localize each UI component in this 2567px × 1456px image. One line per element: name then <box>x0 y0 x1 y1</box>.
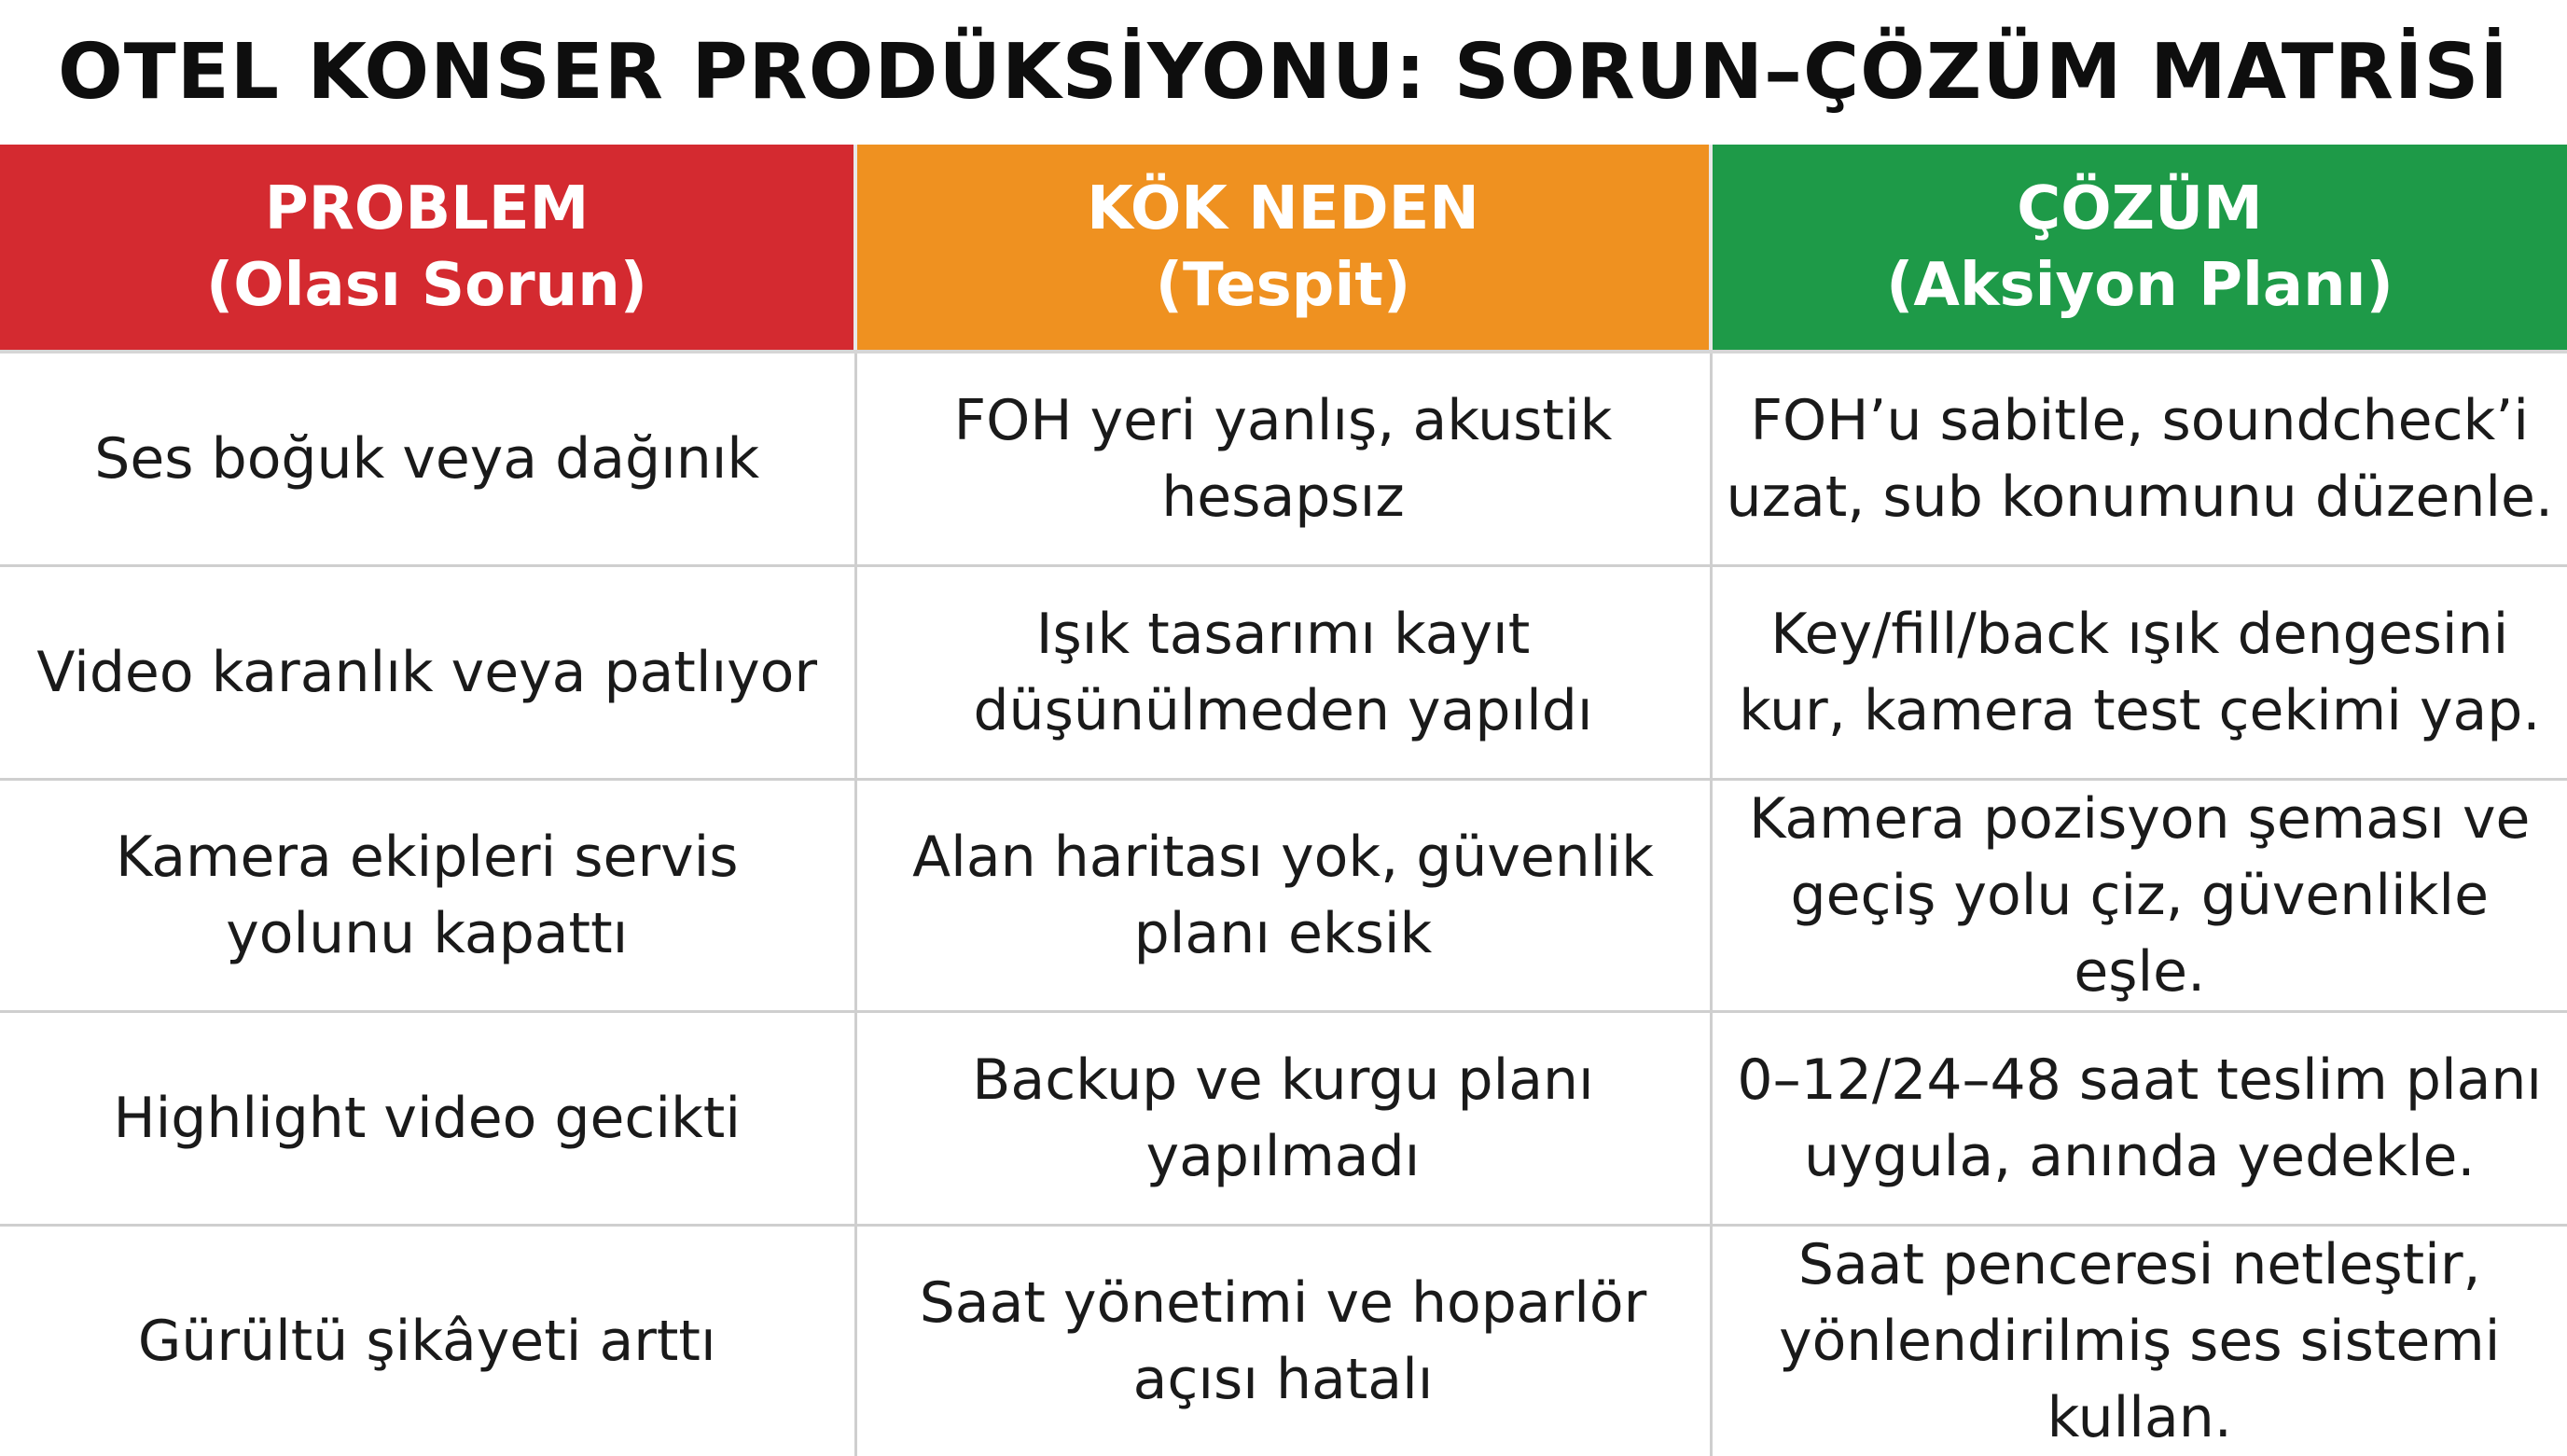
cause-cell <box>855 780 1711 1012</box>
cause-text: Backup ve kurgu planı yapılmadı <box>870 1042 1697 1195</box>
problem-text: Video karanlık veya patlıyor <box>13 634 841 711</box>
table-row <box>0 566 2567 780</box>
table-row <box>0 352 2567 566</box>
cause-cell <box>855 1226 1711 1456</box>
solution-cell <box>1711 780 2567 1012</box>
cause-cell <box>855 352 1711 566</box>
solution-text: Key/fill/back ışık dengesini kur, kamera test çekimi yap. <box>1726 596 2555 749</box>
table-row <box>0 1226 2567 1456</box>
solution-cell <box>1711 1226 2567 1456</box>
cause-cell <box>855 566 1711 780</box>
solution-cell <box>1711 566 2567 780</box>
solution-cell <box>1711 352 2567 566</box>
header-root-cause-title: KÖK NEDEN <box>857 171 1709 247</box>
problem-cell <box>0 566 855 780</box>
cause-text: Işık tasarımı kayıt düşünülmeden yapıldı <box>870 596 1697 749</box>
header-root-cause-subtitle: (Tespit) <box>857 247 1709 324</box>
problem-text: Kamera ekipleri servis yolunu kapattı <box>13 819 841 972</box>
problem-cell <box>0 352 855 566</box>
header-solution-title: ÇÖZÜM <box>1713 171 2567 247</box>
header-row <box>0 145 2567 352</box>
header-solution <box>1711 145 2567 352</box>
solution-text: 0–12/24–48 saat teslim planı uygula, anında yedekle. <box>1726 1042 2555 1195</box>
header-problem-subtitle: (Olası Sorun) <box>0 247 853 324</box>
problem-cell <box>0 780 855 1012</box>
matrix-header <box>0 145 2567 352</box>
problem-cell <box>0 1226 855 1456</box>
cause-text: Alan haritası yok, güvenlik planı eksik <box>870 819 1697 972</box>
problem-text: Gürültü şikâyeti arttı <box>13 1303 841 1380</box>
header-solution-subtitle: (Aksiyon Planı) <box>1713 247 2567 324</box>
cause-cell <box>855 1012 1711 1226</box>
solution-text: Saat penceresi netleştir, yönlendirilmiş ses sistemi kullan. <box>1726 1227 2555 1456</box>
matrix-body <box>0 352 2567 1456</box>
problem-cell <box>0 1012 855 1226</box>
table-row <box>0 1012 2567 1226</box>
header-root-cause <box>855 145 1711 352</box>
cause-text: FOH yeri yanlış, akustik hesapsız <box>870 382 1697 535</box>
problem-solution-matrix <box>0 145 2567 1456</box>
header-problem-title: PROBLEM <box>0 171 853 247</box>
table-row <box>0 780 2567 1012</box>
solution-text: FOH’u sabitle, soundcheck’i uzat, sub konumunu düzenle. <box>1726 382 2555 535</box>
header-problem <box>0 145 855 352</box>
problem-text: Highlight video gecikti <box>13 1080 841 1157</box>
solution-text: Kamera pozisyon şeması ve geçiş yolu çiz, güvenlikle eşle. <box>1726 781 2555 1010</box>
page-title: OTEL KONSER PRODÜKSİYONU: SORUN–ÇÖZÜM MATRİSİ <box>0 0 2567 145</box>
problem-text: Ses boğuk veya dağınık <box>13 421 841 497</box>
solution-cell <box>1711 1012 2567 1226</box>
cause-text: Saat yönetimi ve hoparlör açısı hatalı <box>870 1265 1697 1418</box>
